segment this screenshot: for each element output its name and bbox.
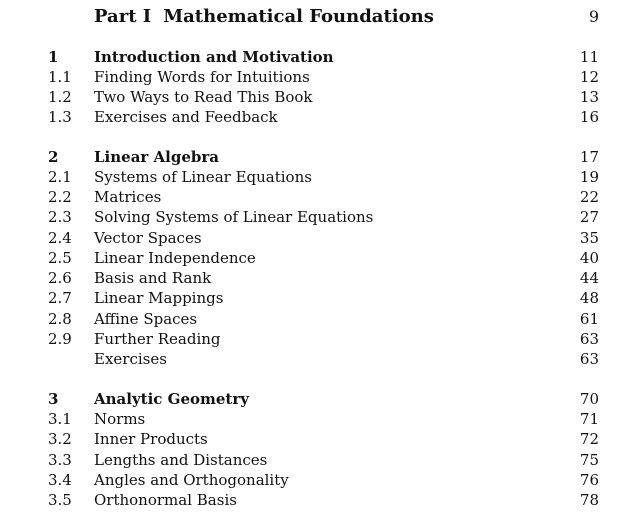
section-number: 2.5 (48, 249, 72, 267)
section-number: 2.6 (48, 269, 72, 287)
section-number: 3.4 (48, 471, 72, 489)
page-number: 61 (579, 310, 599, 328)
chapter-title: Analytic Geometry (94, 390, 249, 408)
section-number: 3.5 (48, 491, 72, 509)
chapter-number: 3 (48, 390, 59, 408)
part-page-number: 9 (588, 7, 599, 26)
section-title: Affine Spaces (94, 310, 198, 328)
toc-section-1-3[interactable] (0, 107, 643, 127)
toc-chapter-1[interactable] (0, 47, 643, 67)
page-number: 40 (579, 249, 599, 267)
part-name: Mathematical Foundations (163, 6, 434, 27)
section-title: Inner Products (94, 430, 208, 448)
toc-section-2-9[interactable] (0, 329, 643, 349)
section-title: Vector Spaces (94, 229, 202, 247)
section-title: Further Reading (94, 330, 221, 348)
page-number: 63 (579, 330, 599, 348)
section-number: 2.9 (48, 330, 72, 348)
page-number: 22 (579, 188, 599, 206)
page-number: 19 (579, 168, 599, 186)
toc-section-2-1[interactable] (0, 167, 643, 187)
section-number: 2.2 (48, 188, 72, 206)
toc-section-3-5[interactable] (0, 490, 643, 510)
section-title: Finding Words for Intuitions (94, 68, 310, 86)
section-title: Exercises and Feedback (94, 108, 278, 126)
toc-section-2-6[interactable] (0, 268, 643, 288)
page-number: 48 (579, 289, 599, 307)
page-number: 16 (579, 108, 599, 126)
page-number: 75 (579, 451, 599, 469)
section-number: 2.4 (48, 229, 72, 247)
section-title: Linear Independence (94, 249, 256, 267)
section-title: Matrices (94, 188, 162, 206)
toc-section-2-4[interactable] (0, 228, 643, 248)
chapter-number: 1 (48, 48, 59, 66)
page-number: 78 (579, 491, 599, 509)
page-number: 13 (579, 88, 599, 106)
toc-section-exercises[interactable] (0, 349, 643, 369)
section-title: Systems of Linear Equations (94, 168, 312, 186)
section-number: 1.3 (48, 108, 72, 126)
toc-section-2-7[interactable] (0, 288, 643, 308)
section-number: 2.1 (48, 168, 72, 186)
section-number: 2.3 (48, 208, 72, 226)
toc-section-3-1[interactable] (0, 409, 643, 429)
toc-section-2-5[interactable] (0, 248, 643, 268)
section-number: 3.3 (48, 451, 72, 469)
toc-section-3-3[interactable] (0, 450, 643, 470)
page-number: 12 (579, 68, 599, 86)
section-number: 3.2 (48, 430, 72, 448)
toc-section-3-2[interactable] (0, 429, 643, 449)
section-number: 2.7 (48, 289, 72, 307)
chapter-number: 2 (48, 148, 59, 166)
part-title (94, 4, 434, 30)
page-number: 63 (579, 350, 599, 368)
section-title: Linear Mappings (94, 289, 224, 307)
section-title: Two Ways to Read This Book (94, 88, 313, 106)
toc-section-3-4[interactable] (0, 470, 643, 490)
section-number: 2.8 (48, 310, 72, 328)
toc-section-2-3[interactable] (0, 207, 643, 227)
toc-chapter-2[interactable] (0, 147, 643, 167)
page-number: 35 (579, 229, 599, 247)
chapter-title: Linear Algebra (94, 148, 220, 166)
page-number: 17 (579, 148, 599, 166)
section-title: Basis and Rank (94, 269, 212, 287)
toc-chapter-3[interactable] (0, 389, 643, 409)
page-number: 76 (579, 471, 599, 489)
chapter-title: Introduction and Motivation (94, 48, 334, 66)
part-label: Part I (94, 6, 152, 27)
section-number: 1.1 (48, 68, 72, 86)
section-number: 3.1 (48, 410, 72, 428)
page-number: 70 (579, 390, 599, 408)
section-title: Exercises (94, 350, 167, 368)
toc-section-1-1[interactable] (0, 67, 643, 87)
page-number: 27 (579, 208, 599, 226)
section-title: Solving Systems of Linear Equations (94, 208, 374, 226)
part-heading (0, 4, 643, 30)
section-number: 1.2 (48, 88, 72, 106)
toc-section-2-2[interactable] (0, 187, 643, 207)
toc-section-2-8[interactable] (0, 309, 643, 329)
section-title: Angles and Orthogonality (94, 471, 289, 489)
page-number: 44 (579, 269, 599, 287)
toc-section-1-2[interactable] (0, 87, 643, 107)
page-number: 71 (579, 410, 599, 428)
section-title: Norms (94, 410, 146, 428)
section-title: Lengths and Distances (94, 451, 268, 469)
page-number: 11 (579, 48, 599, 66)
page-number: 72 (579, 430, 599, 448)
section-title: Orthonormal Basis (94, 491, 237, 509)
